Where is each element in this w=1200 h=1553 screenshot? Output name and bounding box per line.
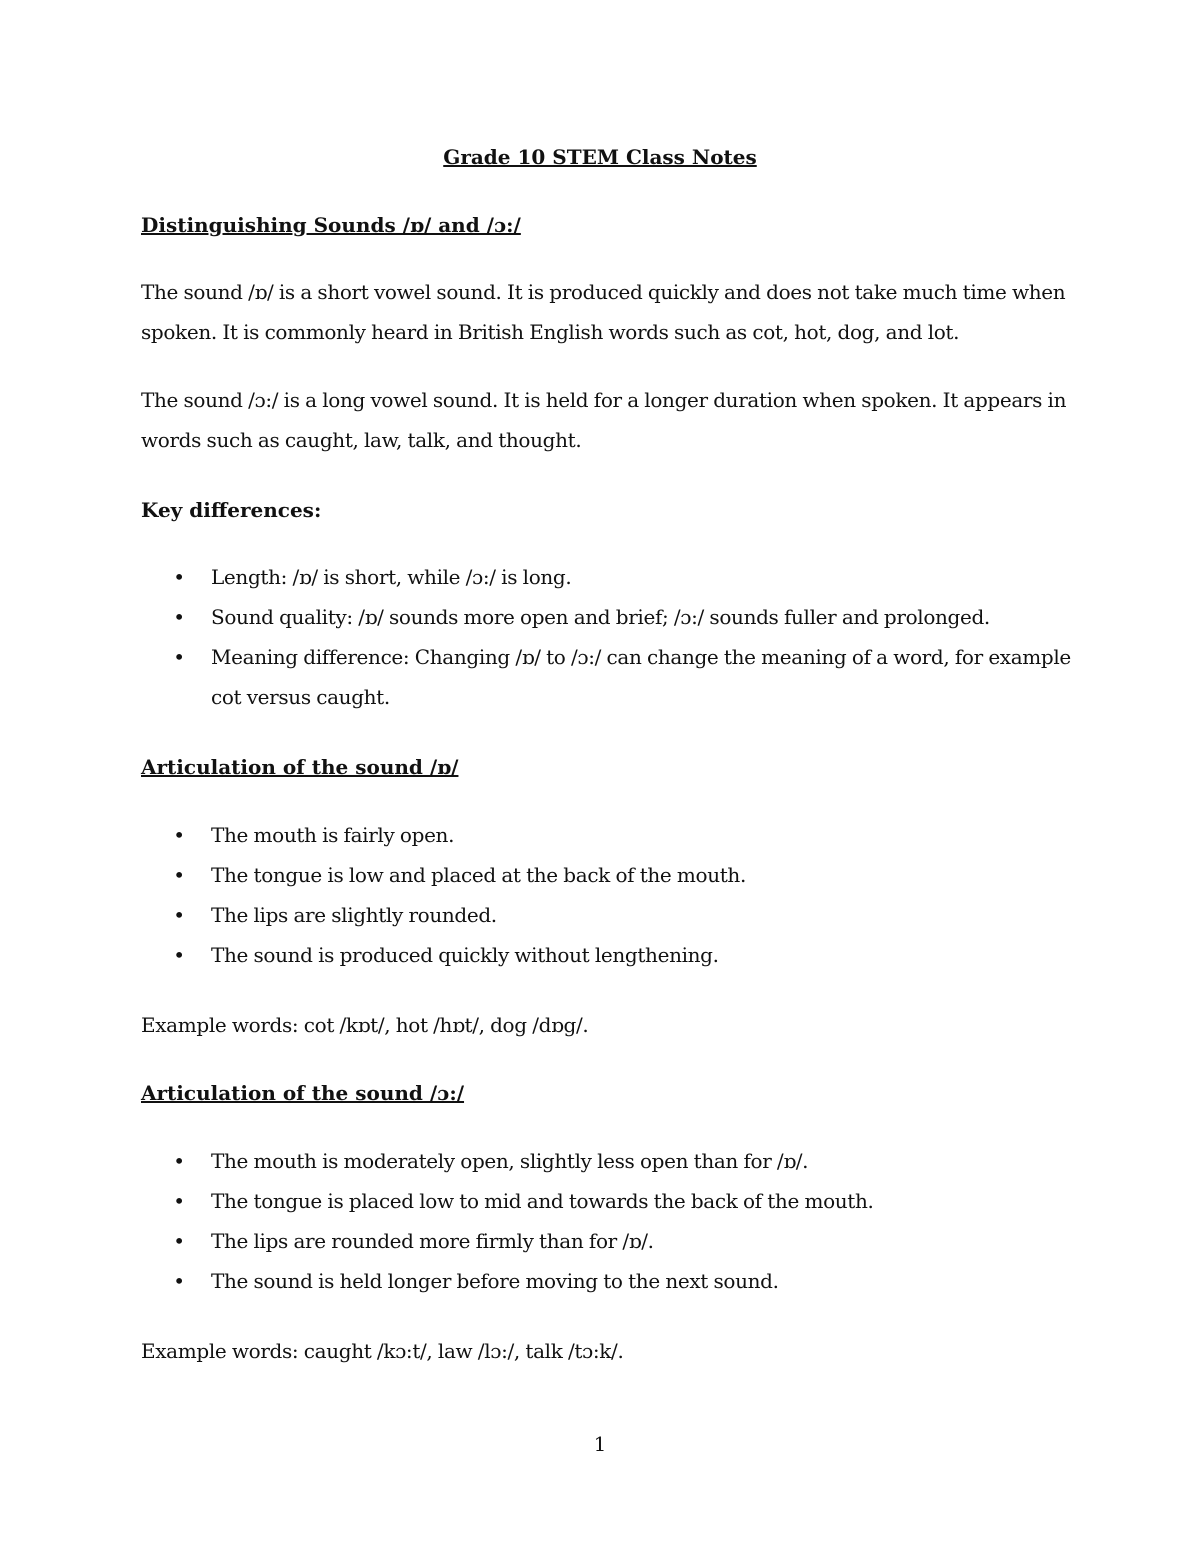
key-differences-list <box>141 557 1071 717</box>
articulation-short-list <box>141 815 1061 975</box>
list-item <box>141 895 1061 935</box>
bullet-icon: • <box>173 605 185 629</box>
list-item <box>141 1141 1061 1181</box>
paragraph-short-vowel <box>141 272 1066 352</box>
list-item-text: Meaning difference: Changing /ɒ/ to /ɔ:/ can change the meaning of a word, for example <box>211 645 1071 669</box>
paragraph-long-vowel <box>141 380 1067 460</box>
paragraph-line: spoken. It is commonly heard in British English words such as cot, hot, dog, and lot. <box>141 320 960 344</box>
example-words-long <box>141 1331 1061 1371</box>
bullet-icon: • <box>173 1269 185 1293</box>
list-item-text: The mouth is moderately open, slightly less open than for /ɒ/. <box>211 1149 809 1173</box>
articulation-long-list <box>141 1141 1061 1301</box>
list-item <box>141 935 1061 975</box>
articulation-long-heading: Articulation of the sound /ɔ:/ <box>141 1081 465 1105</box>
bullet-icon: • <box>173 645 185 669</box>
list-item-text: The sound is produced quickly without lengthening. <box>211 943 719 967</box>
bullet-icon: • <box>173 903 185 927</box>
list-item-text: cot versus caught. <box>211 685 390 709</box>
key-differences-heading: Key differences: <box>141 498 322 522</box>
section-heading-distinguishing: Distinguishing Sounds /ɒ/ and /ɔ:/ <box>141 213 521 237</box>
list-item <box>141 1221 1061 1261</box>
bullet-icon: • <box>173 1149 185 1173</box>
list-item-text: The mouth is fairly open. <box>211 823 455 847</box>
list-item-text: The sound is held longer before moving to the next sound. <box>211 1269 779 1293</box>
bullet-icon: • <box>173 943 185 967</box>
list-item <box>141 1261 1061 1301</box>
list-item-text: The lips are slightly rounded. <box>211 903 497 927</box>
page-number: 1 <box>593 1432 607 1456</box>
paragraph-line: words such as caught, law, talk, and thought. <box>141 428 582 452</box>
paragraph-line: The sound /ɔ:/ is a long vowel sound. It is held for a longer duration when spoken. It appears in <box>141 388 1067 412</box>
list-item-text: The tongue is low and placed at the back of the mouth. <box>211 863 746 887</box>
list-item-text: Sound quality: /ɒ/ sounds more open and brief; /ɔ:/ sounds fuller and prolonged. <box>211 605 990 629</box>
page-title: Grade 10 STEM Class Notes <box>443 145 757 169</box>
list-item <box>141 637 1071 717</box>
list-item <box>141 597 1061 637</box>
list-item <box>141 855 1061 895</box>
list-item <box>141 815 1061 855</box>
example-words-short <box>141 1005 1061 1045</box>
articulation-short-heading: Articulation of the sound /ɒ/ <box>141 755 459 779</box>
paragraph-line: The sound /ɒ/ is a short vowel sound. It is produced quickly and does not take much time when <box>141 280 1066 304</box>
example-words-text: Example words: cot /kɒt/, hot /hɒt/, dog /dɒg/. <box>141 1013 589 1037</box>
example-words-text: Example words: caught /kɔ:t/, law /lɔ:/, talk /tɔ:k/. <box>141 1339 624 1363</box>
bullet-icon: • <box>173 863 185 887</box>
list-item <box>141 1181 1061 1221</box>
list-item <box>141 557 1061 597</box>
list-item-text: The tongue is placed low to mid and towards the back of the mouth. <box>211 1189 874 1213</box>
bullet-icon: • <box>173 1189 185 1213</box>
bullet-icon: • <box>173 1229 185 1253</box>
bullet-icon: • <box>173 565 185 589</box>
list-item-text: The lips are rounded more firmly than for /ɒ/. <box>211 1229 654 1253</box>
bullet-icon: • <box>173 823 185 847</box>
list-item-text: Length: /ɒ/ is short, while /ɔ:/ is long. <box>211 565 572 589</box>
